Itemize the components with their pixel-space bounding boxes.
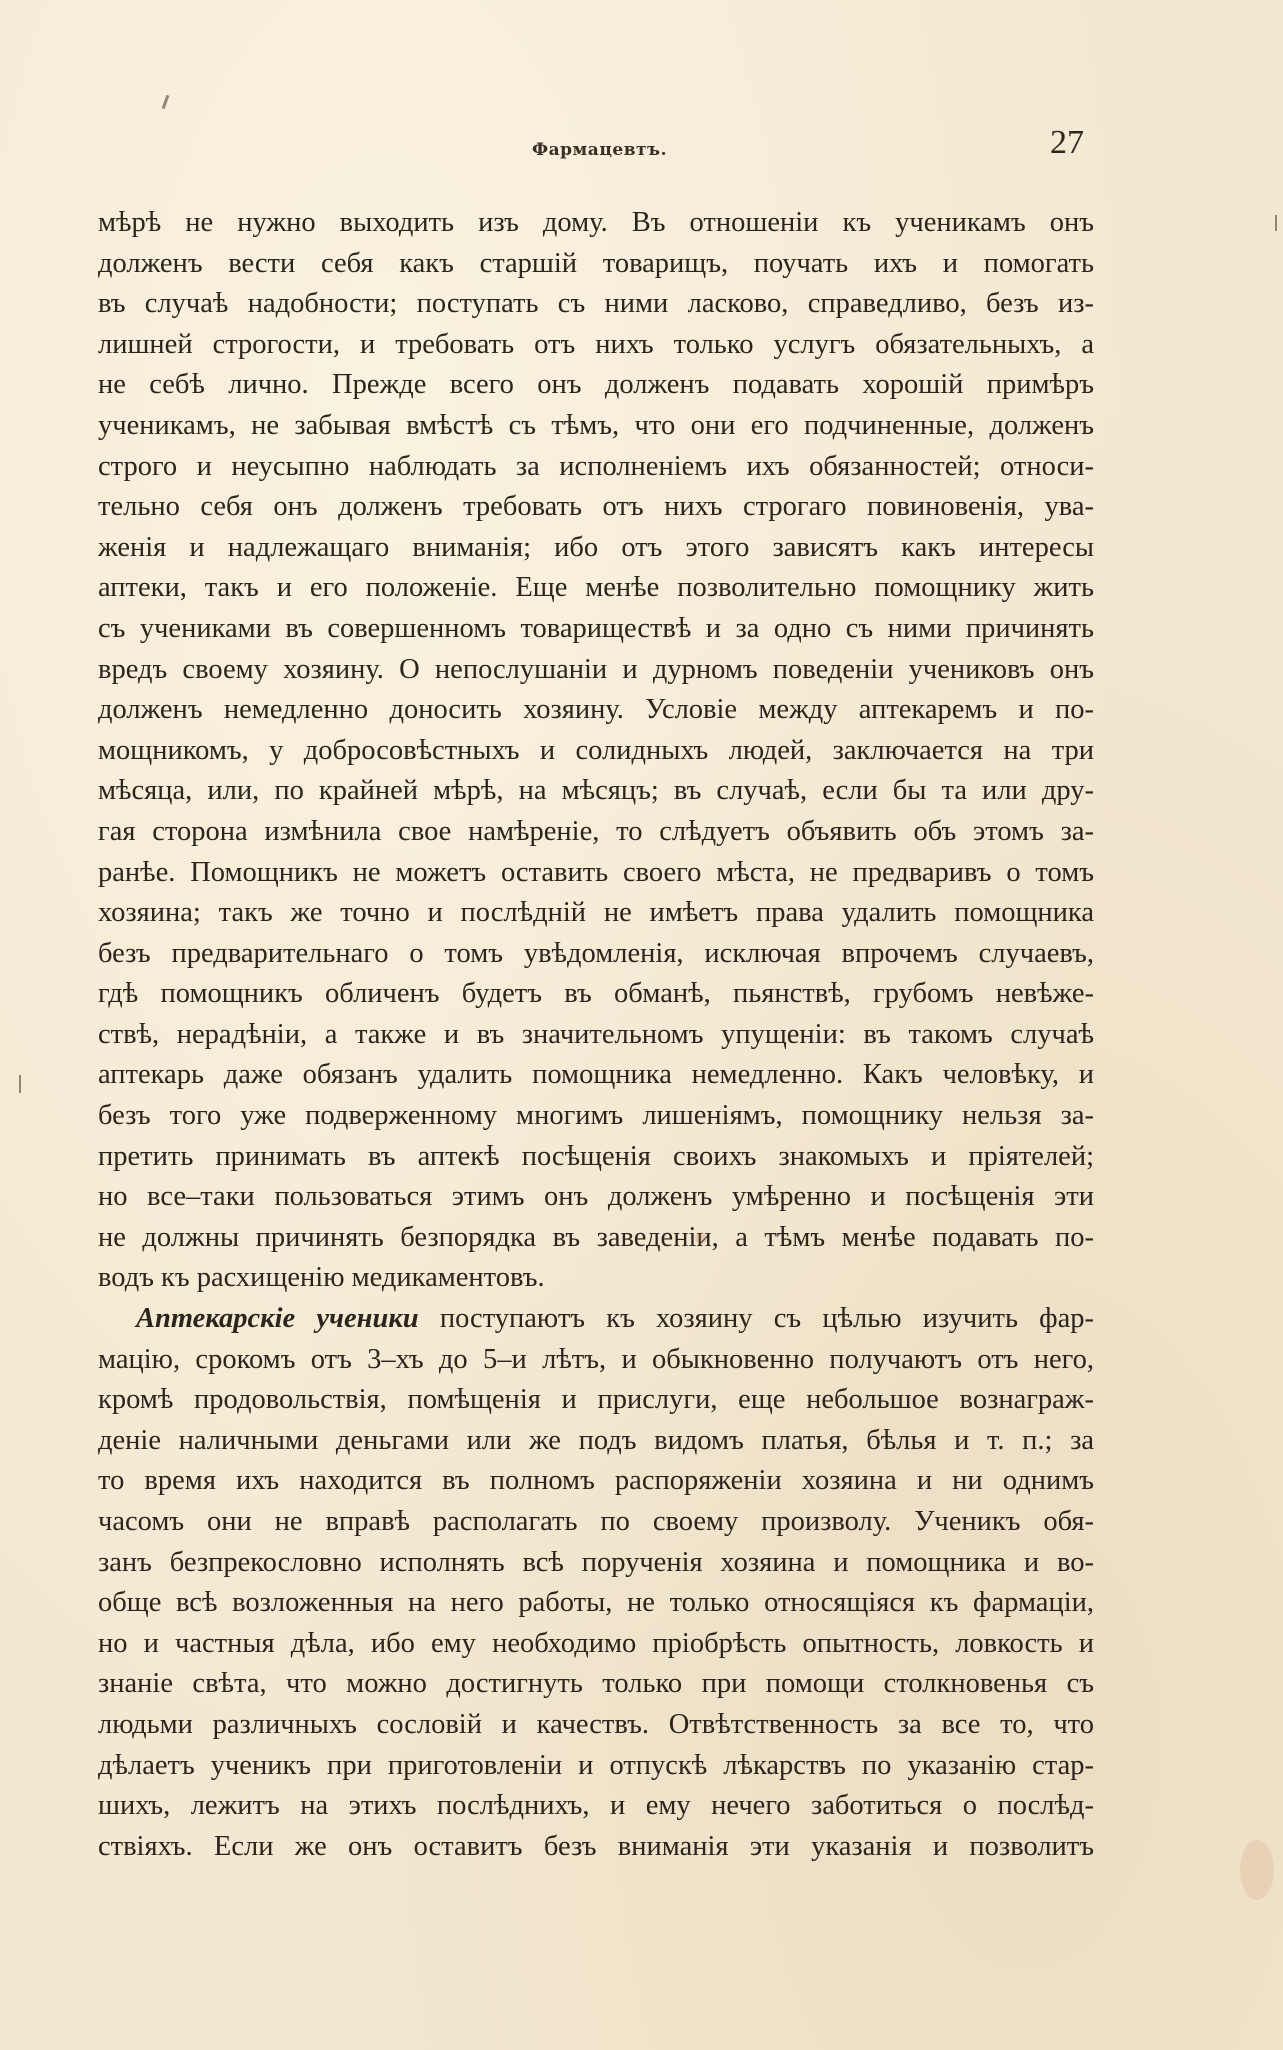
text-line: но все–таки пользоваться этимъ онъ долженъ умѣренно и посѣщенія эти bbox=[98, 1181, 1094, 1213]
paragraph-start-line bbox=[98, 1299, 1094, 1340]
text-line: не себѣ лично. Прежде всего онъ долженъ подавать хорошій примѣръ bbox=[98, 369, 1094, 401]
text-line: долженъ вести себя какъ старшій товарищъ, поучать ихъ и помогать bbox=[98, 247, 1094, 279]
text-line: мацію, срокомъ отъ 3–хъ до 5–и лѣтъ, и обыкновенно получаютъ отъ него, bbox=[98, 1343, 1094, 1375]
text-line: въ случаѣ надобности; поступать съ ними ласково, справедливо, безъ из- bbox=[98, 288, 1094, 320]
text-line: аптекарь даже обязанъ удалить помощника немедленно. Какъ человѣку, и bbox=[98, 1059, 1094, 1091]
text-line: ствѣ, нерадѣніи, а также и въ значительномъ упущеніи: въ такомъ случаѣ bbox=[98, 1018, 1094, 1050]
text-line: аптеки, такъ и его положеніе. Еще менѣе позволительно помощнику жить bbox=[98, 572, 1094, 604]
text-line: дѣлаетъ ученикъ при приготовленіи и отпускѣ лѣкарствъ по указанію стар- bbox=[98, 1749, 1094, 1781]
text-line: безъ предварительнаго о томъ увѣдомленія, исключая впрочемъ случаевъ, bbox=[98, 937, 1094, 969]
text-line: часомъ они не вправѣ располагать по своему произволу. Ученикъ обя- bbox=[98, 1506, 1094, 1537]
body-text bbox=[98, 203, 1094, 1867]
text-line: претить принимать въ аптекѣ посѣщенія своихъ знакомыхъ и пріятелей; bbox=[98, 1140, 1094, 1172]
text-line: строго и неусыпно наблюдать за исполненіемъ ихъ обязанностей; относи- bbox=[98, 450, 1094, 482]
text-line: шихъ, лежитъ на этихъ послѣднихъ, и ему нечего заботиться о послѣд- bbox=[98, 1790, 1094, 1822]
paragraph-lead-rest: поступаютъ къ хозяину съ цѣлью изучить фар- bbox=[439, 1303, 1094, 1335]
scan-mark bbox=[1275, 215, 1277, 231]
text-line: ученикамъ, не забывая вмѣстѣ съ тѣмъ, что они его подчиненные, долженъ bbox=[98, 409, 1094, 441]
text-line: занъ безпрекословно исполнять всѣ порученія хозяина и помощника и во- bbox=[98, 1546, 1094, 1578]
text-line: мощникомъ, у добросовѣстныхъ и солидныхъ людей, заключается на три bbox=[98, 734, 1094, 766]
paragraph-lead-term: Аптекарскіе ученики bbox=[136, 1303, 419, 1335]
paragraph-end-line: водъ къ расхищенію медикаментовъ. bbox=[98, 1262, 545, 1294]
text-line: тельно себя онъ долженъ требовать отъ нихъ строгаго повиновенія, ува- bbox=[98, 491, 1094, 523]
text-line: кромѣ продовольствія, помѣщенія и прислуги, еще небольшое вознаграж- bbox=[98, 1384, 1094, 1416]
scan-mark bbox=[19, 1075, 21, 1093]
text-line: знаніе свѣта, что можно достигнуть только при помощи столкновенья съ bbox=[98, 1668, 1094, 1700]
text-line: не должны причинять безпорядка въ заведеніи, а тѣмъ менѣе подавать по- bbox=[98, 1221, 1094, 1253]
scan-mark bbox=[162, 95, 170, 109]
page-stain bbox=[1240, 1840, 1274, 1900]
text-line: долженъ немедленно доносить хозяину. Условіе между аптекаремъ и по- bbox=[98, 694, 1094, 726]
text-line: обще всѣ возложенныя на него работы, не только относящіяся къ фармаціи, bbox=[98, 1587, 1094, 1619]
text-line: людьми различныхъ сословій и качествъ. Отвѣтственность за все то, что bbox=[98, 1708, 1094, 1740]
text-line: мѣрѣ не нужно выходить изъ дому. Въ отношеніи къ ученикамъ онъ bbox=[98, 207, 1094, 238]
text-line: деніе наличными деньгами или же подъ видомъ платья, бѣлья и т. п.; за bbox=[98, 1424, 1094, 1456]
page-stain bbox=[695, 1232, 707, 1244]
text-line: безъ того уже подверженному многимъ лишеніямъ, помощнику нельзя за- bbox=[98, 1100, 1094, 1132]
text-line: то время ихъ находится въ полномъ распоряженіи хозяина и ни однимъ bbox=[98, 1465, 1094, 1497]
text-line: ранѣе. Помощникъ не можетъ оставить своего мѣста, не предваривъ о томъ bbox=[98, 856, 1094, 888]
text-line: гая сторона измѣнила свое намѣреніе, то слѣдуетъ объявить объ этомъ за- bbox=[98, 815, 1094, 847]
text-line: съ учениками въ совершенномъ товариществѣ и за одно съ ними причинять bbox=[98, 612, 1094, 644]
text-line: вредъ своему хозяину. О непослушаніи и дурномъ поведеніи учениковъ онъ bbox=[98, 653, 1094, 685]
text-line: мѣсяца, или, по крайней мѣрѣ, на мѣсяцъ; въ случаѣ, если бы та или дру- bbox=[98, 775, 1094, 807]
page-number: 27 bbox=[1050, 124, 1084, 161]
text-line: женія и надлежащаго вниманія; ибо отъ этого зависятъ какъ интересы bbox=[98, 531, 1094, 563]
text-line: ствіяхъ. Если же онъ оставитъ безъ вниманія эти указанія и позволитъ bbox=[98, 1830, 1094, 1862]
text-line: но и частныя дѣла, ибо ему необходимо пріобрѣсть опытность, ловкость и bbox=[98, 1627, 1094, 1659]
text-line: лишней строгости, и требовать отъ нихъ только услугъ обязательныхъ, а bbox=[98, 328, 1094, 360]
text-line: хозяина; такъ же точно и послѣдній не имѣетъ права удалить помощника bbox=[98, 897, 1094, 929]
running-head: Фармацевтъ. bbox=[532, 140, 667, 160]
text-line: гдѣ помощникъ обличенъ будетъ въ обманѣ, пьянствѣ, грубомъ невѣже- bbox=[98, 978, 1094, 1010]
